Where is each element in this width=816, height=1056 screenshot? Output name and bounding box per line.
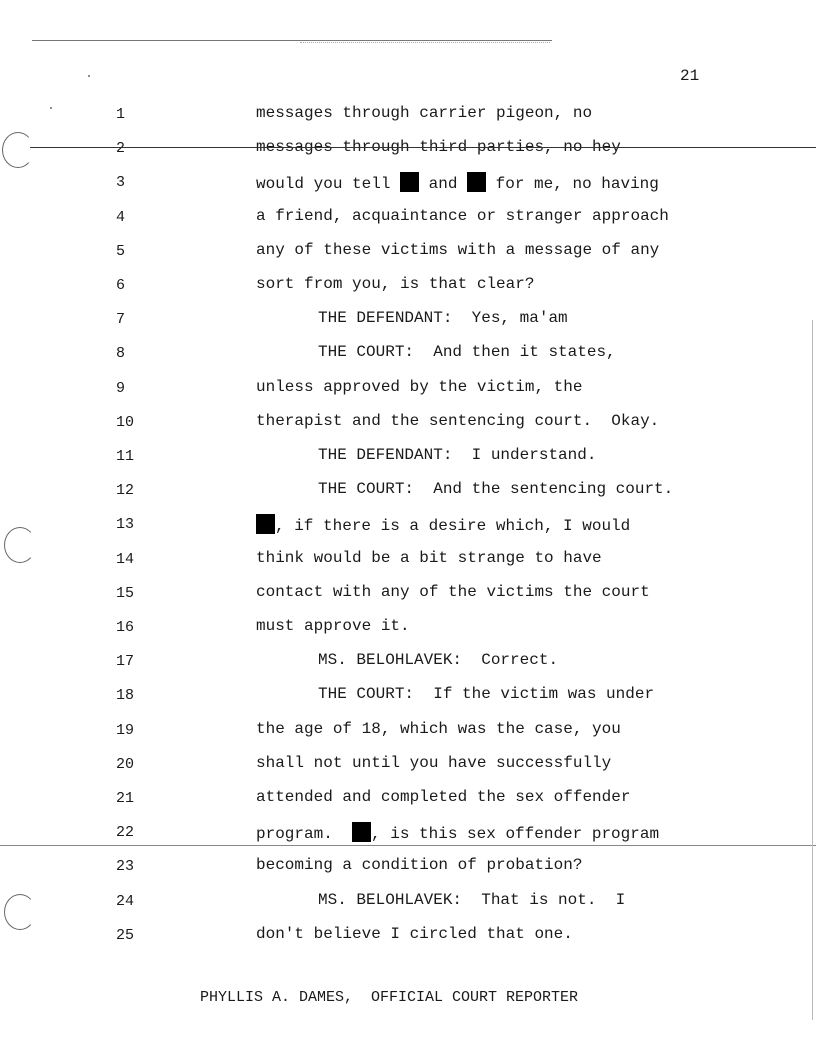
speck bbox=[88, 75, 90, 77]
text-segment: a friend, acquaintance or stranger approach bbox=[256, 206, 669, 225]
text-line bbox=[256, 172, 659, 193]
text-line bbox=[256, 685, 654, 703]
text-line bbox=[256, 343, 616, 361]
text-line bbox=[256, 754, 611, 772]
text-line bbox=[256, 651, 558, 669]
line-number: 11 bbox=[116, 448, 135, 465]
footer-reporter: PHYLLIS A. DAMES, OFFICIAL COURT REPORTER bbox=[200, 989, 579, 1006]
text-segment: MS. BELOHLAVEK: That is not. I bbox=[318, 890, 626, 909]
text-segment: becoming a condition of probation? bbox=[256, 856, 583, 875]
line-number: 16 bbox=[116, 619, 135, 636]
text-segment: sort from you, is that clear? bbox=[256, 275, 535, 293]
line-number: 5 bbox=[116, 242, 126, 260]
text-line bbox=[256, 856, 582, 874]
text-line bbox=[256, 822, 659, 843]
text-segment: messages through third parties, no hey bbox=[256, 138, 621, 157]
line-number: 17 bbox=[116, 653, 135, 671]
text-line bbox=[256, 480, 673, 498]
line-number: 21 bbox=[116, 790, 135, 807]
speck bbox=[50, 107, 52, 109]
text-line bbox=[256, 617, 410, 635]
top-rule-faint bbox=[300, 42, 550, 43]
text-segment: THE COURT: If the victim was under bbox=[318, 685, 655, 704]
line-number: 10 bbox=[116, 413, 135, 431]
text-segment: for me, no having bbox=[486, 175, 659, 194]
page-number: 21 bbox=[680, 67, 700, 85]
text-segment: any of these victims with a message of any bbox=[256, 240, 660, 259]
text-line bbox=[256, 309, 568, 327]
text-segment: must approve it. bbox=[256, 617, 410, 635]
text-line bbox=[256, 412, 659, 430]
line-number: 22 bbox=[116, 824, 135, 842]
line-number: 24 bbox=[116, 892, 135, 910]
line-number: 13 bbox=[116, 516, 135, 534]
line-number: 23 bbox=[116, 858, 135, 876]
top-rule bbox=[32, 40, 552, 41]
text-segment: , is this sex offender program bbox=[371, 825, 660, 844]
text-line bbox=[256, 583, 650, 601]
text-segment: would you tell bbox=[256, 175, 401, 194]
redaction-block bbox=[467, 172, 486, 192]
text-segment: MS. BELOHLAVEK: Correct. bbox=[318, 651, 559, 670]
redaction-block bbox=[400, 172, 419, 192]
text-segment: don't believe I circled that one. bbox=[256, 924, 573, 943]
punch-hole-bottom bbox=[4, 894, 36, 930]
line-number: 14 bbox=[116, 550, 135, 568]
text-segment: contact with any of the victims the court bbox=[256, 582, 650, 601]
text-segment: the age of 18, which was the case, you bbox=[256, 719, 621, 738]
text-segment: therapist and the sentencing court. Okay. bbox=[256, 411, 660, 430]
text-line bbox=[256, 207, 669, 225]
text-segment: program. bbox=[256, 825, 353, 844]
text-line bbox=[256, 514, 630, 535]
text-segment: and bbox=[419, 175, 468, 194]
text-line bbox=[256, 446, 596, 464]
line-number: 6 bbox=[116, 277, 126, 294]
text-segment: THE DEFENDANT: I understand. bbox=[318, 446, 597, 464]
text-segment: THE COURT: And then it states, bbox=[318, 343, 616, 362]
text-segment: unless approved by the victim, the bbox=[256, 377, 583, 396]
line-number: 15 bbox=[116, 584, 135, 602]
strike-through-line bbox=[30, 147, 816, 148]
line-number: 4 bbox=[116, 208, 126, 226]
text-segment: think would be a bit strange to have bbox=[256, 548, 602, 567]
text-line bbox=[256, 104, 592, 122]
text-line bbox=[256, 378, 582, 396]
text-line bbox=[256, 275, 534, 293]
line-number: 3 bbox=[116, 174, 126, 192]
punch-hole-middle bbox=[4, 527, 36, 563]
lower-rule bbox=[0, 845, 816, 846]
text-line bbox=[256, 241, 659, 259]
line-number: 20 bbox=[116, 755, 135, 773]
text-line bbox=[256, 925, 573, 943]
text-segment: shall not until you have successfully bbox=[256, 753, 612, 772]
text-line bbox=[256, 720, 621, 738]
punch-hole-top bbox=[2, 132, 34, 168]
right-edge-line bbox=[812, 320, 813, 1020]
text-line bbox=[256, 891, 625, 909]
line-number: 2 bbox=[116, 140, 126, 158]
line-number: 8 bbox=[116, 345, 126, 363]
line-number: 25 bbox=[116, 926, 135, 944]
line-number: 12 bbox=[116, 482, 135, 500]
text-segment: , if there is a desire which, I would bbox=[275, 517, 631, 536]
line-number: 1 bbox=[116, 106, 126, 123]
text-line bbox=[256, 549, 602, 567]
redaction-block bbox=[352, 822, 371, 842]
line-number: 19 bbox=[116, 721, 135, 739]
text-segment: THE COURT: And the sentencing court. bbox=[318, 480, 674, 499]
text-segment: messages through carrier pigeon, no bbox=[256, 104, 593, 122]
line-number: 7 bbox=[116, 311, 126, 329]
redaction-block bbox=[256, 514, 275, 534]
text-segment: THE DEFENDANT: Yes, ma'am bbox=[318, 309, 568, 328]
text-segment: attended and completed the sex offender bbox=[256, 788, 631, 806]
line-number: 18 bbox=[116, 687, 135, 705]
text-line bbox=[256, 788, 630, 806]
line-number: 9 bbox=[116, 379, 126, 397]
